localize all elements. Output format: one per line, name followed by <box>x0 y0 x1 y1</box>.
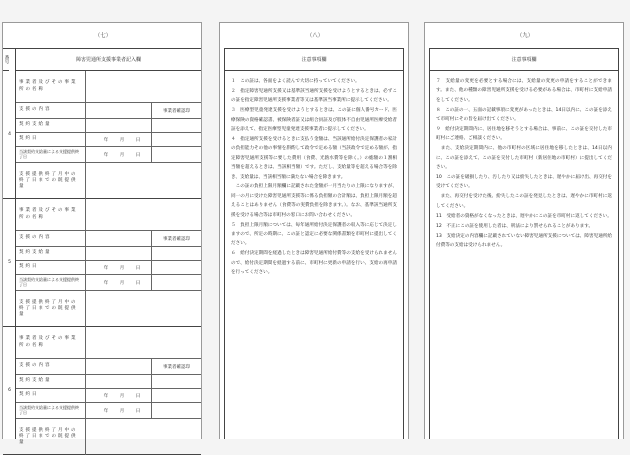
field-label: 当該契約支給量による支援提供終了日 <box>16 147 86 162</box>
stamp-cell[interactable] <box>151 119 201 132</box>
field-label: 支援の内容 <box>16 359 86 374</box>
date-day-label: 日 <box>135 393 141 399</box>
field-value[interactable] <box>86 375 151 388</box>
date-day-label: 日 <box>135 408 141 414</box>
notes-box <box>224 48 404 439</box>
date-fields[interactable] <box>88 275 146 290</box>
field-row-business-name <box>16 327 201 359</box>
field-row-end-date <box>16 147 201 163</box>
stamp-cell[interactable] <box>151 389 201 402</box>
stamp-cell[interactable] <box>151 247 201 260</box>
stamp-cell[interactable] <box>151 133 201 146</box>
field-value[interactable] <box>86 231 151 246</box>
field-row-support-content <box>16 359 201 375</box>
date-fields[interactable] <box>88 261 146 274</box>
note-paragraph: ６ 給付決定期間を経過したときは障害児通所給付費等の支給を受けられませんので、給付決定期間を経過する前に、市町村に更新の申請を行い、支給の再申請を行ってください。 <box>231 251 397 276</box>
note-paragraph: １ この証は、各面をよく読んで大切に持っていてください。 <box>231 79 360 84</box>
date-month-label: 月 <box>119 408 125 414</box>
date-day-label: 日 <box>135 137 141 143</box>
field-label: 契約日 <box>16 261 86 274</box>
field-row-end-date <box>16 403 201 419</box>
provider-record-table <box>3 48 201 446</box>
field-row-contract-amount <box>16 247 201 261</box>
date-month-label: 月 <box>119 393 125 399</box>
note-paragraph: 11 受給者の資格がなくなったときは、遅やかにこの証を市町村に返してください。 <box>436 213 612 219</box>
field-label: 当該契約支給量による支援提供終了日 <box>16 275 86 290</box>
entry-number: 6 <box>8 388 11 393</box>
date-year-label: 年 <box>103 408 109 414</box>
date-year-label: 年 <box>103 393 109 399</box>
field-row-contract-amount <box>16 375 201 389</box>
field-value[interactable] <box>86 103 151 118</box>
field-row-contract-amount <box>16 119 201 133</box>
stamp-cell[interactable] <box>151 261 201 274</box>
date-year-label: 年 <box>103 280 109 286</box>
stamp-header: 事業者確認印 <box>151 231 201 246</box>
entry-block <box>3 327 201 455</box>
date-month-label: 月 <box>119 280 125 286</box>
note-paragraph: ３ 医療型児童発達支援を受けようとするときは、この証に個人番号カード、医療保険の資格確認書、被保険者証又は組合員証及び肢体不自由児通所医療受給者証を添えて、指定医療型児童発達支援事業者に提示してください。 <box>231 108 397 133</box>
notes-title: 注意事項欄 <box>225 49 403 71</box>
field-label: 契約支給量 <box>16 119 86 132</box>
stamp-cell[interactable] <box>151 375 201 388</box>
date-fields[interactable] <box>88 389 146 402</box>
field-label: 支援の内容 <box>16 103 86 118</box>
note-paragraph: この証の負担上限月額欄に記載された金額が一月当たりの上限になりますが、同一の月に受けた障害児通所支援等に係る負担額の合計額は、負担上限月額を超えることはありません（食費等の実費負担を除きます。）。なお、基準該当通所支援を受ける場合等は市町村の窓口にお問い合わせください。 <box>231 184 397 218</box>
number-header: 番号 <box>3 49 9 71</box>
field-label: 支援提供終了月中の終了日までの既提供量 <box>16 163 86 199</box>
field-value[interactable] <box>86 163 151 199</box>
date-year-label: 年 <box>103 265 109 271</box>
field-row-remaining <box>16 163 201 199</box>
notes-text <box>430 71 618 257</box>
field-row-contract-date <box>16 261 201 275</box>
entry-block <box>3 71 201 199</box>
field-row-support-content <box>16 103 201 119</box>
field-row-contract-date <box>16 389 201 403</box>
note-paragraph: 10 この証を破損したり、汚したり又は紛失したときは、遅やかに届け出、再交付を受けてください。 <box>436 175 612 190</box>
page-eight <box>219 22 409 439</box>
note-paragraph: ７ 支給量の変更を必要とする場合には、支給量の変更の申請をすることができます。また、他の種類の障害児通所支援を受ける必要がある場合は、市町村に支給申請をしてください。 <box>436 79 612 103</box>
date-year-label: 年 <box>103 152 109 158</box>
notes-title: 注意事項欄 <box>430 49 618 71</box>
entry-block <box>3 199 201 327</box>
field-row-contract-date <box>16 133 201 147</box>
page-number: （九） <box>516 33 534 39</box>
field-value[interactable] <box>86 71 151 102</box>
page-number: （八） <box>306 33 324 39</box>
field-value[interactable] <box>86 119 151 132</box>
field-label: 契約支給量 <box>16 375 86 388</box>
date-month-label: 月 <box>119 137 125 143</box>
stamp-cell[interactable] <box>151 403 201 418</box>
entry-number: 4 <box>8 132 11 137</box>
date-fields[interactable] <box>88 403 146 418</box>
note-paragraph: 13 支給決定の内容欄に記載されていない障害児通所支援については、障害児通所給付費等の支給は受けられません。 <box>436 233 612 248</box>
field-value[interactable] <box>86 327 151 358</box>
stamp-header: 事業者確認印 <box>151 359 201 374</box>
field-label: 支援提供終了月中の終了日までの既提供量 <box>16 419 86 455</box>
field-label: 契約支給量 <box>16 247 86 260</box>
field-row-business-name <box>16 199 201 231</box>
date-month-label: 月 <box>119 152 125 158</box>
note-paragraph: また、再交付を受けた後、紛失したこの証を発見したときは、遅やかに市町村に返してください。 <box>436 194 612 209</box>
page-nine <box>424 22 624 439</box>
notes-text <box>225 71 403 284</box>
page-number: （七） <box>94 33 112 39</box>
field-row-business-name <box>16 71 201 103</box>
note-paragraph: 12 不正にこの証を使用した者は、刑法により罰せられることがあります。 <box>436 223 594 229</box>
field-label: 契約日 <box>16 389 86 402</box>
note-paragraph: ８ この証の一、五面の記載事項に変更があったときは、14日以内に、この証を添えて市町村にその旨を届け出てください。 <box>436 107 612 123</box>
page-seven <box>2 22 202 446</box>
field-value[interactable] <box>86 247 151 260</box>
field-label: 支援提供終了月中の終了日までの既提供量 <box>16 291 86 327</box>
date-year-label: 年 <box>103 137 109 143</box>
stamp-cell[interactable] <box>151 275 201 290</box>
field-label: 事業者及びその事業所の名称 <box>16 71 86 102</box>
field-label: 事業者及びその事業所の名称 <box>16 327 86 358</box>
note-paragraph: ９ 給付決定期間内に、居住地を移そうとする場合は、事前に、この証を交付した市町村にご連絡、ご相談ください。 <box>436 127 612 142</box>
entry-number: 5 <box>8 260 11 265</box>
field-row-end-date <box>16 275 201 291</box>
table-title: 障害児通所支援事業者記入欄 <box>16 49 201 71</box>
date-fields[interactable] <box>88 133 146 146</box>
field-label: 事業者及びその事業所の名称 <box>16 199 86 230</box>
field-value[interactable] <box>86 291 151 327</box>
field-label: 契約日 <box>16 133 86 146</box>
stamp-header: 事業者確認印 <box>151 103 201 118</box>
date-month-label: 月 <box>119 265 125 271</box>
field-value[interactable] <box>86 359 151 374</box>
date-day-label: 日 <box>135 280 141 286</box>
notes-box <box>429 48 619 439</box>
field-row-remaining <box>16 291 201 327</box>
field-value[interactable] <box>86 199 151 230</box>
stamp-cell[interactable] <box>151 147 201 162</box>
date-day-label: 日 <box>135 265 141 271</box>
field-value[interactable] <box>86 419 151 455</box>
note-paragraph: ４ 指定通所支援を受けるときに支払う金額は、当該通所給付決定保護者の家計の負担能力その他の事情を斟酌して政令で定める額（当該政令で定める額が、指定障害児通所支援等に要した費用（食費、光熱水費等を除く。）の総額の１割相当額を超えるときは、当該相当額）です。ただし、支給量等を超える場合等を除き、支給量は、当該相当額に満たない場合を除きます。 <box>231 136 397 180</box>
date-day-label: 日 <box>135 152 141 158</box>
field-label: 支援の内容 <box>16 231 86 246</box>
note-paragraph: ５ 負担上限月額については、毎年通所給付決定保護者の収入等に応じて決定しますので、所定の時期に、この証と認定に必要な関係書類を市町村に提出してください。 <box>231 222 397 247</box>
note-paragraph: ２ 指定障害児通所支援又は基準該当通所支援を受けようとするときは、必ずこの証を指定障害児通所支援事業者等又は基準該当事業所に提示してください。 <box>231 88 397 104</box>
field-row-support-content <box>16 231 201 247</box>
field-row-remaining <box>16 419 201 455</box>
field-label: 当該契約支給量による支援提供終了日 <box>16 403 86 418</box>
date-fields[interactable] <box>88 147 146 162</box>
note-paragraph: また、支給決定期間内に、他の市町村の区域に居住地を移したときは、14日以内に、この証を添えて、この証を交付した市町村（新居住地の市町村）に提出してください。 <box>436 146 612 171</box>
